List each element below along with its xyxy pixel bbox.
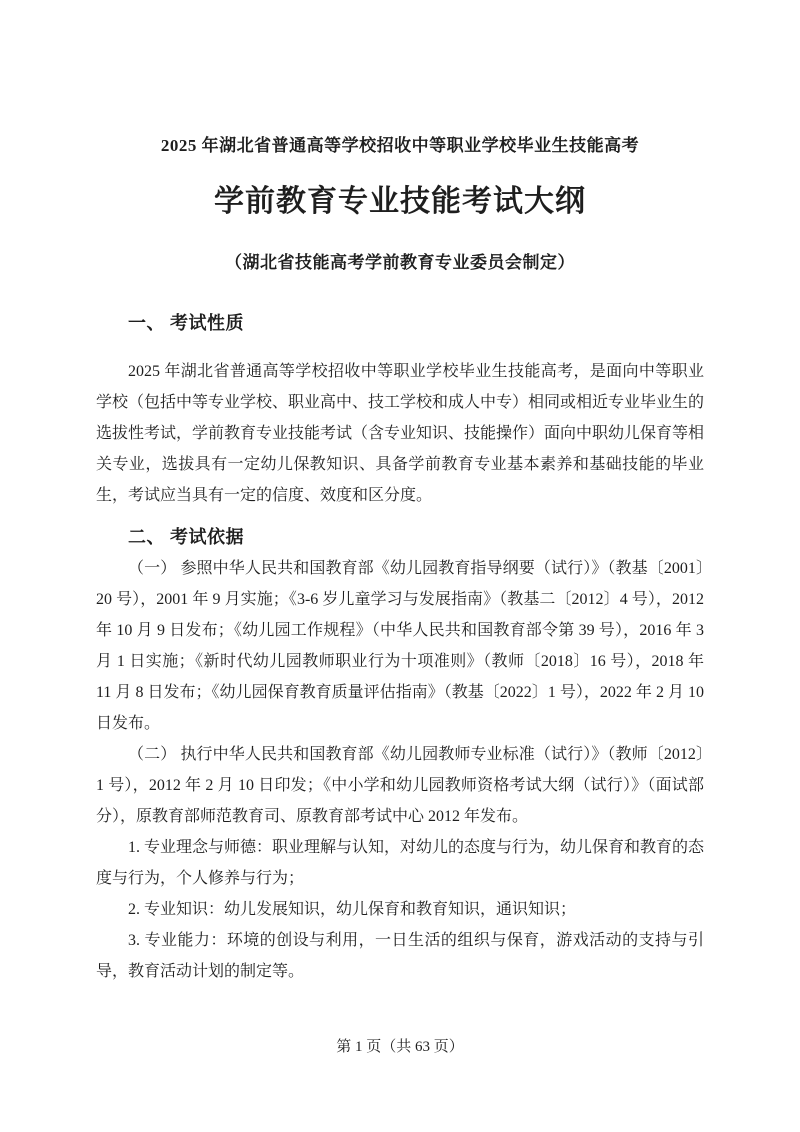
document-title: 学前教育专业技能考试大纲: [214, 185, 586, 218]
paragraph-exam-nature: 2025 年湖北省普通高等学校招收中等职业学校毕业生技能高考，是面向中等职业学校（包括中等专业学校、职业高中、技工学校和成人中专）相同或相近专业毕业生的选拔性考试，学前教育专业技能考试（含专业知识、技能操作）面向中职幼儿保育等相关专业，选拔具有一定幼儿保教知识、具备学前教育专业基本素养和基础技能的毕业生，考试应当具有一定的信度、效度和区分度。: [96, 363, 705, 504]
paragraph-basis-2: （二） 执行中华人民共和国教育部《幼儿园教师专业标准（试行）》（教师〔2012〕1 号），2012 年 2 月 10 日印发；《中小学和幼儿园教师资格考试大纲（试行）》（面试部分），原教育部师范教育司、原教育部考试中心 2012 年发布。: [96, 746, 704, 825]
list-item-professional-ethics: 1. 专业理念与师德：职业理解与认知，对幼儿的态度与行为，幼儿保育和教育的态度与行为，个人修养与行为；: [96, 839, 705, 887]
page-number: 第 1 页（共 63 页）: [336, 1039, 464, 1055]
paragraph-basis-1: （一） 参照中华人民共和国教育部《幼儿园教育指导纲要（试行）》（教基〔2001〕20 号），2001 年 9 月实施；《3-6 岁儿童学习与发展指南》（教基二〔2012〕4 号），2012 年 10 月 9 日发布；《幼儿园工作规程》（中华人民共和国教育部令第 39 号），2016 年 3 月 1 日实施；《新时代幼儿园教师职业行为十项准则》（教师〔2018〕16 号），2018 年 11 月 8 日发布；《幼儿园保育教育质量评估指南》（教基〔2022〕1 号），2022 年 2 月 10 日发布。: [96, 560, 704, 732]
section-exam-basis: [96, 522, 704, 987]
list-item-professional-knowledge: 2. 专业知识：幼儿发展知识，幼儿保育和教育知识，通识知识；: [128, 901, 577, 918]
section-heading-exam-basis: 二、 考试依据: [128, 527, 244, 547]
document-subtitle: （湖北省技能高考学前教育专业委员会制定）: [225, 253, 575, 272]
list-item-professional-ability: 3. 专业能力：环境的创设与利用，一日生活的组织与保育，游戏活动的支持与引导，教育活动计划的制定等。: [96, 932, 704, 980]
exam-header-line: 2025 年湖北省普通高等学校招收中等职业学校毕业生技能高考: [160, 136, 640, 155]
section-exam-nature: [96, 308, 704, 511]
section-heading-exam-nature: 一、 考试性质: [128, 313, 244, 333]
